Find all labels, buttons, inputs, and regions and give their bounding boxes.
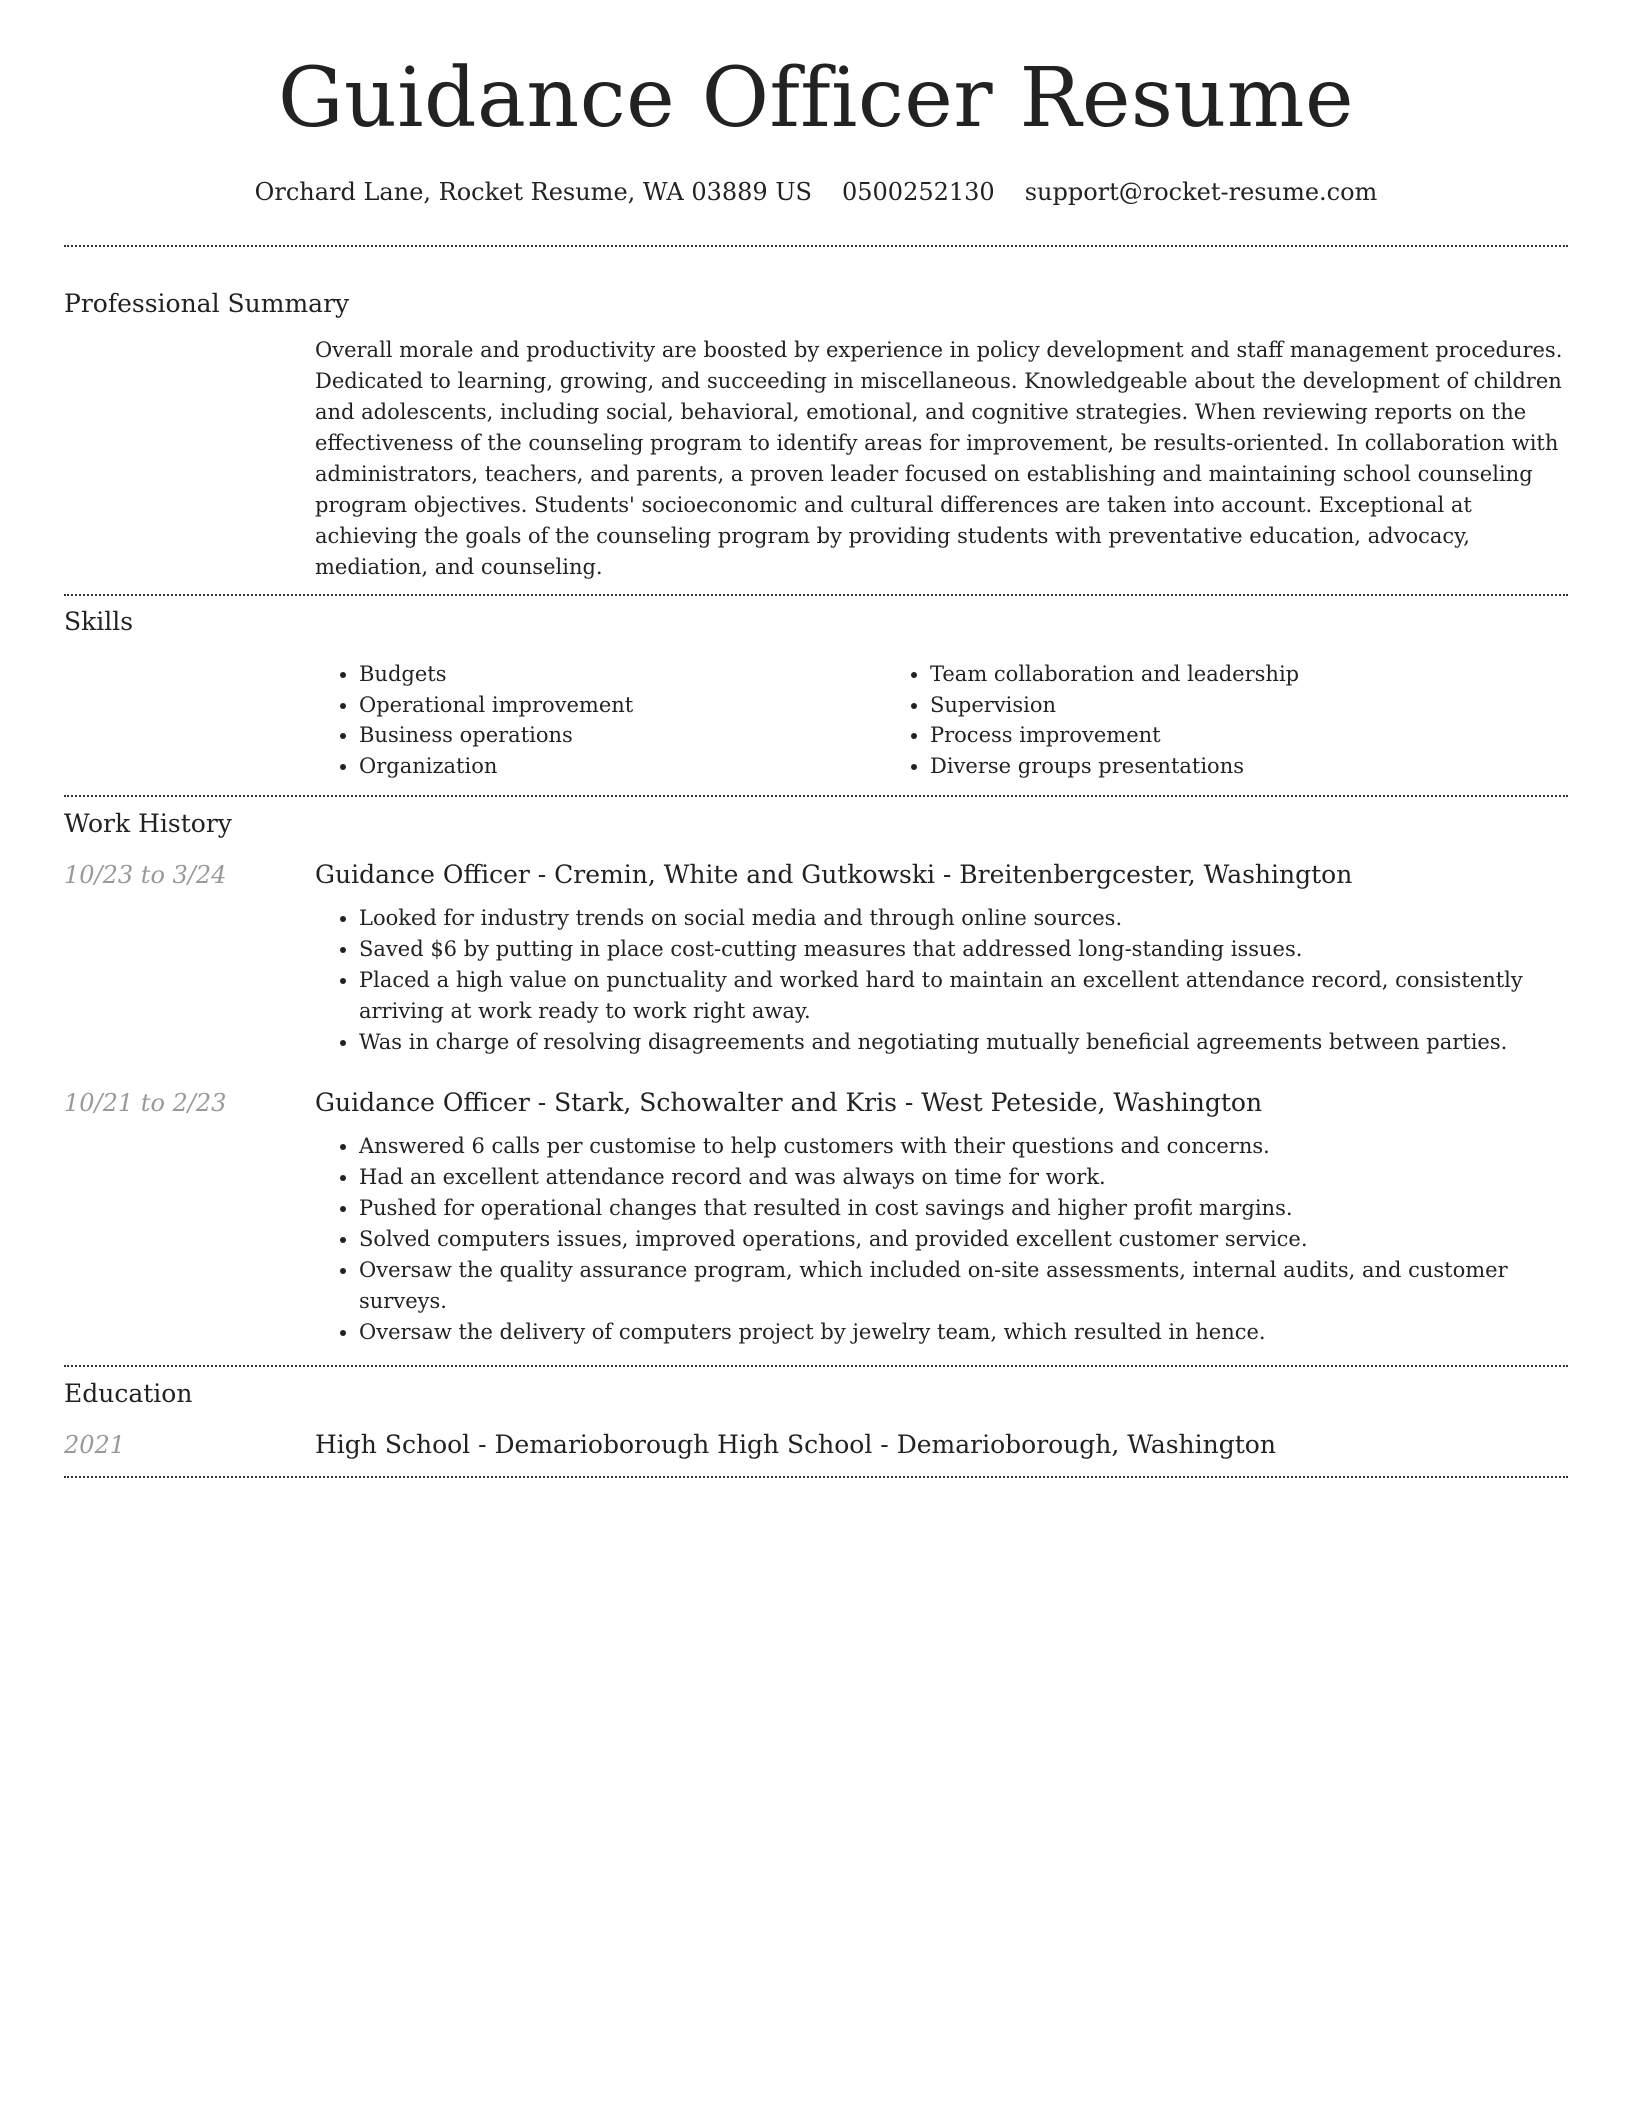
skills-heading: Skills bbox=[64, 607, 134, 636]
summary-text: Overall morale and productivity are boosted by experience in policy development and staff management procedures. Dedicated to learning, growing, and succeeding in miscellaneous. Knowledgeable about the development of children and adolescents, including social, behavioral, emotional, and cognitive strategies. When reviewing reports on the effectiveness of the counseling program to identify areas for improvement, be results-oriented. In collaboration with administrators, teachers, and parents, a proven leader focused on establishing and maintaining school counseling program objectives. Students' socioeconomic and cultural differences are taken into account. Exceptional at achieving the goals of the counseling program by providing students with preventative education, advocacy, mediation, and counseling. bbox=[315, 338, 1563, 579]
skill-item: • Business operations bbox=[359, 720, 886, 751]
education-heading: Education bbox=[64, 1379, 193, 1408]
contact-address: Orchard Lane, Rocket Resume, WA 03889 US bbox=[254, 178, 812, 206]
contact-email: support@rocket-resume.com bbox=[1024, 178, 1378, 206]
job-bullet: • Oversaw the quality assurance program, which included on-site assessments, internal audits, and customer surveys. bbox=[359, 1255, 1568, 1317]
job-bullet: • Looked for industry trends on social media and through online sources. bbox=[359, 903, 1568, 934]
skills-divider bbox=[64, 795, 1568, 797]
job-bullets bbox=[315, 1131, 1568, 1348]
header-divider bbox=[64, 245, 1568, 247]
skill-item: • Team collaboration and leadership bbox=[930, 659, 1457, 690]
job-bullet: • Was in charge of resolving disagreements and negotiating mutually beneficial agreements between parties. bbox=[359, 1027, 1568, 1058]
job-bullets bbox=[315, 903, 1568, 1058]
skill-item: • Supervision bbox=[930, 690, 1457, 721]
education-title: High School - Demarioborough High School - Demarioborough, Washington bbox=[315, 1430, 1276, 1459]
summary-block bbox=[315, 335, 1568, 583]
job-title: Guidance Officer - Stark, Schowalter and Kris - West Peteside, Washington bbox=[315, 1088, 1263, 1117]
job-entry bbox=[64, 860, 1568, 889]
job-bullet: • Solved computers issues, improved operations, and provided excellent customer service. bbox=[359, 1224, 1568, 1255]
job-dates: 10/23 to 3/24 bbox=[64, 861, 227, 889]
skills-list-left bbox=[315, 659, 886, 781]
skill-item: • Operational improvement bbox=[359, 690, 886, 721]
skill-item: • Organization bbox=[359, 751, 886, 782]
education-entry bbox=[64, 1430, 1568, 1459]
skills-list-right bbox=[886, 659, 1457, 781]
resume-title: Guidance Officer Resume bbox=[277, 51, 1355, 146]
job-bullet: • Saved $6 by putting in place cost-cutting measures that addressed long-standing issues. bbox=[359, 934, 1568, 965]
job-dates: 10/21 to 2/23 bbox=[64, 1089, 227, 1117]
education-dates: 2021 bbox=[64, 1431, 126, 1459]
job-details bbox=[315, 903, 1568, 1058]
job-bullet: • Placed a high value on punctuality and worked hard to maintain an excellent attendance record, consistently arriving at work ready to work right away. bbox=[359, 965, 1568, 1027]
job-title: Guidance Officer - Cremin, White and Gutkowski - Breitenbergcester, Washington bbox=[315, 860, 1353, 889]
work-divider bbox=[64, 1365, 1568, 1367]
contact-line bbox=[64, 178, 1568, 206]
skills-grid bbox=[315, 659, 1568, 781]
job-details bbox=[315, 1131, 1568, 1348]
contact-phone: 0500252130 bbox=[841, 178, 995, 206]
skill-item: • Process improvement bbox=[930, 720, 1457, 751]
job-bullet: • Oversaw the delivery of computers project by jewelry team, which resulted in hence. bbox=[359, 1317, 1568, 1348]
skill-item: • Diverse groups presentations bbox=[930, 751, 1457, 782]
job-bullet: • Pushed for operational changes that resulted in cost savings and higher profit margins. bbox=[359, 1193, 1568, 1224]
education-divider bbox=[64, 1476, 1568, 1478]
summary-heading: Professional Summary bbox=[64, 289, 350, 318]
job-entry bbox=[64, 1088, 1568, 1117]
job-bullet: • Had an excellent attendance record and was always on time for work. bbox=[359, 1162, 1568, 1193]
resume-page bbox=[64, 0, 1568, 1478]
skill-item: • Budgets bbox=[359, 659, 886, 690]
summary-divider bbox=[64, 594, 1568, 596]
work-heading: Work History bbox=[64, 809, 232, 838]
job-bullet: • Answered 6 calls per customise to help customers with their questions and concerns. bbox=[359, 1131, 1568, 1162]
